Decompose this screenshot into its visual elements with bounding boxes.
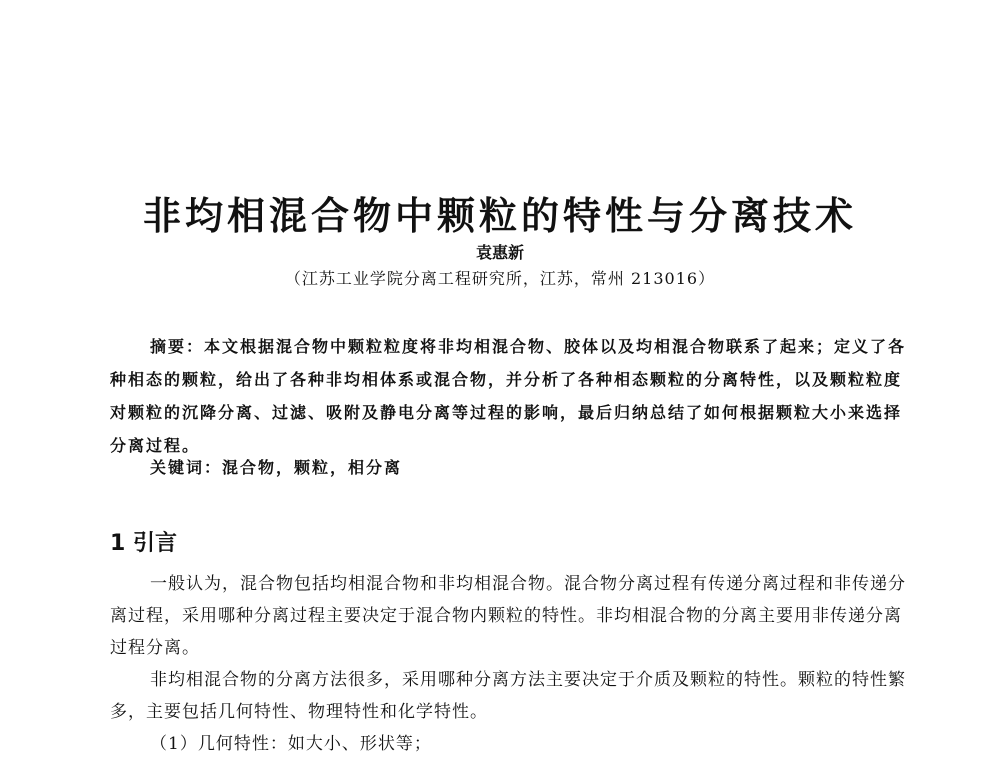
list-item-geometric-properties: （1）几何特性：如大小、形状等； (150, 734, 432, 754)
section-heading-introduction: 1 引言 (110, 531, 177, 556)
abstract: 摘要：本文根据混合物中颗粒粒度将非均相混合物、胶体以及均相混合物联系了起来；定义了各种相态的颗粒，给出了各种非均相体系或混合物，并分析了各种相态颗粒的分离特性，以及颗粒粒度对颗粒的沉降分离、过滤、吸附及静电分离等过程的影响，最后归纳总结了如何根据颗粒大小来选择分离过程。 (110, 337, 907, 455)
author-name: 袁惠新 (475, 243, 524, 262)
paper-title: 非均相混合物中颗粒的特性与分离技术 (142, 194, 857, 239)
body-paragraph: 一般认为，混合物包括均相混合物和非均相混合物。混合物分离过程有传递分离过程和非传递分离过程，采用哪种分离过程主要决定于混合物内颗粒的特性。非均相混合物的分离主要用非传递分离过程分离。 (110, 574, 906, 658)
author-affiliation: （江苏工业学院分离工程研究所，江苏，常州 213016） (284, 269, 716, 288)
body-paragraph: 非均相混合物的分离方法很多，采用哪种分离方法主要决定于介质及颗粒的特性。颗粒的特性繁多，主要包括几何特性、物理特性和化学特性。 (110, 670, 906, 722)
keywords: 关键词：混合物，颗粒，相分离 (150, 458, 403, 477)
